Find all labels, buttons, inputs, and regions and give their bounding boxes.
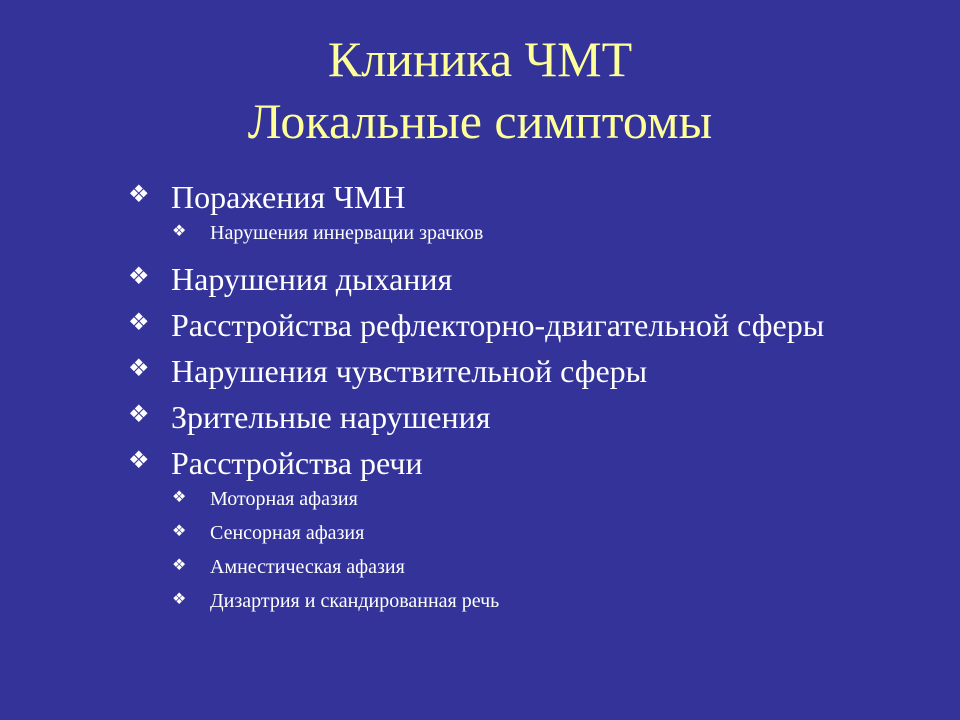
list-item <box>128 260 908 298</box>
list-item <box>128 178 908 216</box>
list-subitem-text: Амнестическая афазия <box>210 556 405 578</box>
list-item <box>128 444 908 482</box>
diamond-bullet-icon: ❖ <box>172 489 187 506</box>
list-item-text: Расстройства рефлекторно-двигательной сферы <box>171 307 825 343</box>
list-subitem <box>128 520 908 546</box>
slide-title <box>0 28 960 152</box>
diamond-bullet-icon: ❖ <box>172 523 187 540</box>
list-item-text: Нарушения дыхания <box>171 261 453 297</box>
list-subitem <box>128 588 908 614</box>
diamond-bullet-icon: ❖ <box>128 448 150 474</box>
list-subitem <box>128 486 908 512</box>
list-item-text: Зрительные нарушения <box>171 399 491 435</box>
list-item-text: Поражения ЧМН <box>171 179 406 215</box>
list-item <box>128 398 908 436</box>
list-subitem-text: Сенсорная афазия <box>210 522 365 544</box>
list-item-text: Расстройства речи <box>171 445 423 481</box>
diamond-bullet-icon: ❖ <box>172 557 187 574</box>
list-subitem-text: Дизартрия и скандированная речь <box>210 590 500 612</box>
list-subitem-text: Нарушения иннервации зрачков <box>210 222 484 244</box>
list-item <box>128 306 908 344</box>
list-item <box>128 352 908 390</box>
diamond-bullet-icon: ❖ <box>128 264 150 290</box>
diamond-bullet-icon: ❖ <box>128 310 150 336</box>
list-subitem-text: Моторная афазия <box>210 488 358 510</box>
list-item-text: Нарушения чувствительной сферы <box>171 353 648 389</box>
diamond-bullet-icon: ❖ <box>172 591 187 608</box>
diamond-bullet-icon: ❖ <box>128 402 150 428</box>
title-line-1: Клиника ЧМТ <box>327 31 633 87</box>
diamond-bullet-icon: ❖ <box>128 356 150 382</box>
title-line-2: Локальные симптомы <box>247 93 713 149</box>
list-subitem <box>128 220 908 246</box>
bullet-list <box>128 178 908 614</box>
diamond-bullet-icon: ❖ <box>128 182 150 208</box>
list-subitem <box>128 554 908 580</box>
diamond-bullet-icon: ❖ <box>172 223 187 240</box>
